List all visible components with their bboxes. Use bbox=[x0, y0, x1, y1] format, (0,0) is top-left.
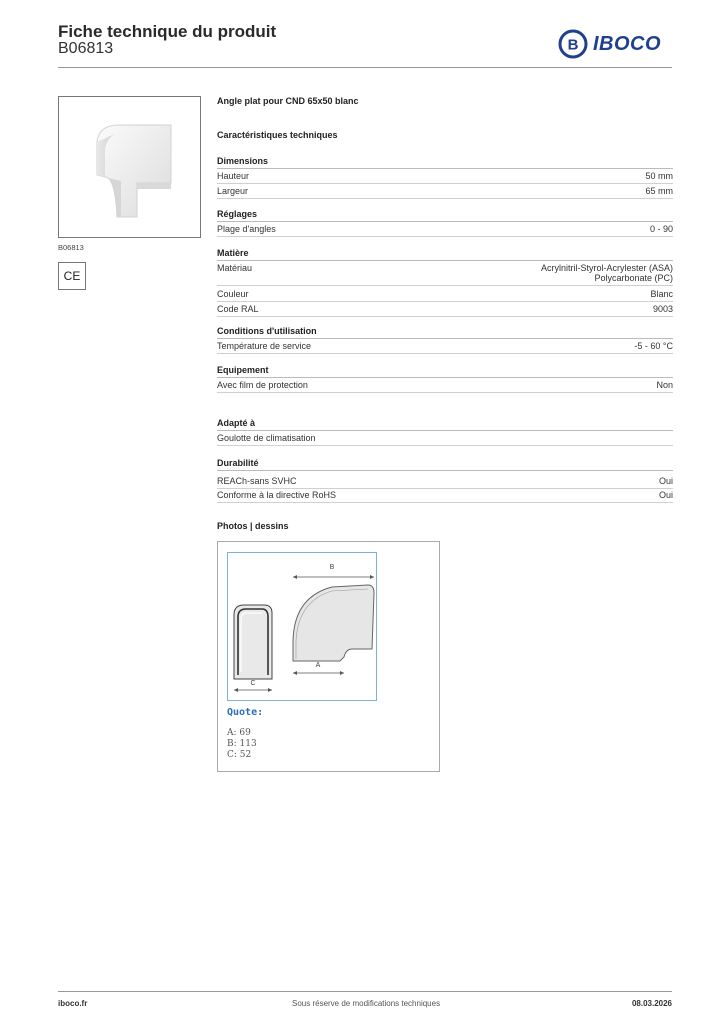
spec-label: Plage d'angles bbox=[217, 224, 276, 234]
logo-text: IBOCO bbox=[593, 32, 662, 55]
spec-value: -5 - 60 °C bbox=[634, 341, 673, 351]
spec-label: Hauteur bbox=[217, 171, 250, 181]
spec-row bbox=[217, 289, 673, 302]
iboco-logo[interactable] bbox=[558, 28, 674, 60]
spec-value: 9003 bbox=[652, 304, 673, 314]
quote-b: B: 113 bbox=[227, 739, 257, 749]
spec-label: Goulotte de climatisation bbox=[217, 433, 316, 443]
spec-row bbox=[217, 490, 673, 503]
spec-row bbox=[217, 224, 673, 237]
photos-title: Photos | dessins bbox=[217, 521, 289, 531]
spec-label: Couleur bbox=[217, 289, 249, 299]
specs-title: Caractéristiques techniques bbox=[217, 130, 338, 140]
spec-row bbox=[217, 433, 673, 446]
page-title: Fiche technique du produit bbox=[58, 22, 277, 41]
svg-text:B: B bbox=[567, 36, 579, 54]
section-durabilite: Durabilité bbox=[217, 458, 673, 471]
quote-c: C: 52 bbox=[227, 750, 252, 760]
dim-label-c: C bbox=[250, 680, 256, 687]
section-dimensions: Dimensions bbox=[217, 156, 673, 169]
spec-value: 65 mm bbox=[645, 186, 673, 196]
section-equipement: Equipement bbox=[217, 365, 673, 378]
spec-label: Largeur bbox=[217, 186, 249, 196]
spec-value: Blanc bbox=[650, 289, 673, 299]
technical-drawing bbox=[217, 541, 440, 772]
spec-row bbox=[217, 380, 673, 393]
spec-label: Matériau bbox=[217, 263, 253, 273]
spec-value: Oui bbox=[658, 476, 673, 486]
section-reglages: Réglages bbox=[217, 209, 673, 222]
spec-value: 0 - 90 bbox=[649, 224, 673, 234]
footer-date: 08.03.2026 bbox=[631, 999, 672, 1008]
footer-notice: Sous réserve de modifications techniques bbox=[292, 999, 441, 1008]
spec-row bbox=[217, 341, 673, 354]
dim-label-a: A bbox=[315, 662, 321, 669]
spec-value: Oui bbox=[658, 490, 673, 500]
spec-row bbox=[217, 171, 673, 184]
spec-value-line: Acrylnitril-Styrol-Acrylester (ASA) bbox=[540, 263, 673, 273]
section-matiere: Matière bbox=[217, 248, 673, 261]
footer-divider bbox=[58, 991, 672, 992]
spec-row bbox=[217, 304, 673, 317]
spec-label: REACh-sans SVHC bbox=[217, 476, 297, 486]
footer-site-link[interactable]: iboco.fr bbox=[58, 999, 88, 1008]
image-caption: B06813 bbox=[58, 243, 84, 252]
product-image bbox=[58, 96, 201, 238]
spec-row bbox=[217, 263, 673, 286]
spec-value-line: Polycarbonate (PC) bbox=[594, 273, 673, 283]
quote-a: A: 69 bbox=[227, 728, 251, 738]
section-conditions: Conditions d'utilisation bbox=[217, 326, 673, 339]
quote-label: Quote: bbox=[227, 707, 264, 718]
header-divider bbox=[58, 67, 672, 68]
spec-label: Avec film de protection bbox=[217, 380, 308, 390]
spec-label: Code RAL bbox=[217, 304, 259, 314]
product-name: Angle plat pour CND 65x50 blanc bbox=[217, 96, 359, 106]
product-code: B06813 bbox=[58, 40, 114, 57]
section-adapte: Adapté à bbox=[217, 418, 673, 431]
spec-row bbox=[217, 186, 673, 199]
spec-label: Conforme à la directive RoHS bbox=[217, 490, 337, 500]
iboco-logo-icon bbox=[558, 29, 588, 59]
spec-value: Non bbox=[656, 380, 673, 390]
spec-label: Température de service bbox=[217, 341, 312, 351]
spec-value: 50 mm bbox=[645, 171, 673, 181]
spec-row bbox=[217, 476, 673, 489]
ce-mark-icon: CE bbox=[58, 262, 86, 290]
spec-value bbox=[541, 263, 673, 283]
drawing-frame bbox=[227, 552, 377, 701]
dim-label-b: B bbox=[329, 564, 335, 571]
